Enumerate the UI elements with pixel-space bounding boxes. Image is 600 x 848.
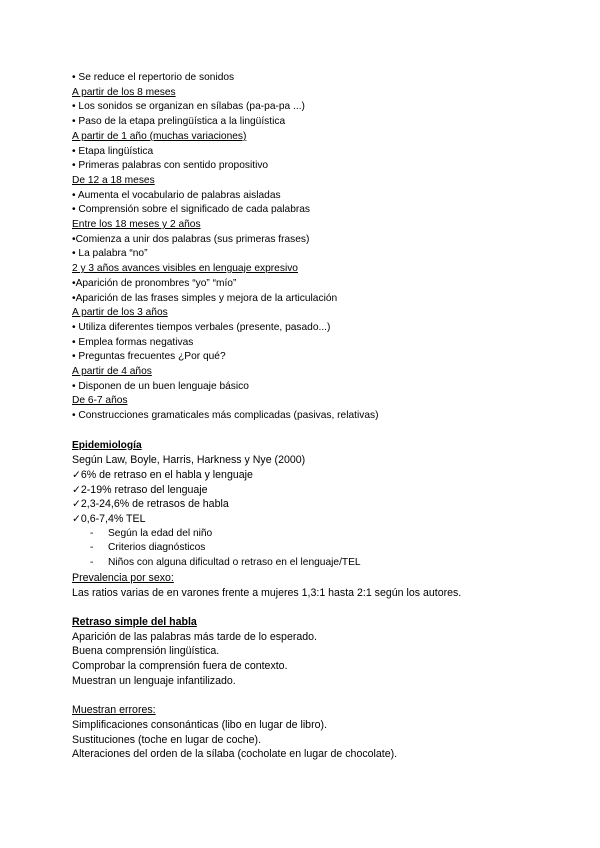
list-item: • Se reduce el repertorio de sonidos: [72, 72, 235, 83]
list-item: •Aparición de las frases simples y mejora de la articulación: [72, 292, 338, 304]
spacer: [72, 424, 572, 439]
stat-text: 2,3-24,6% de retrasos de habla: [80, 498, 229, 511]
stage-heading: A partir de los 8 meses: [72, 86, 176, 98]
list-item: • La palabra “no”: [72, 248, 148, 260]
stat-text: 2-19% retraso del lenguaje: [80, 483, 208, 496]
list-item: • Utiliza diferentes tiempos verbales (presente, pasado...): [72, 321, 331, 333]
factor-text: Niños con alguna dificultad o retraso en el lenguaje/TEL: [108, 557, 361, 569]
development-section: [72, 71, 572, 424]
stat-item: [72, 483, 572, 498]
stage-heading: A partir de 4 años: [72, 366, 152, 378]
checkmark-icon: ✓: [72, 513, 81, 526]
source-citation: Según Law, Boyle, Harris, Harkness y Nye (2000): [72, 454, 306, 467]
stage-heading: 2 y 3 años avances visibles en lenguaje expresivo: [72, 263, 298, 275]
list-item: • Primeras palabras con sentido propositivo: [72, 160, 269, 172]
document-page: [72, 71, 572, 762]
stage-heading: Entre los 18 meses y 2 años: [72, 219, 201, 231]
checkmark-icon: ✓: [72, 483, 81, 496]
dash-bullet: -: [90, 557, 94, 569]
list-item: • Disponen de un buen lenguaje básico: [72, 380, 249, 392]
spacer: [72, 689, 572, 704]
stage-heading: A partir de 1 año (muchas variaciones): [72, 130, 247, 142]
list-item: • Construcciones gramaticales más complicadas (pasivas, relativas): [72, 410, 379, 422]
paragraph-line: Alteraciones del orden de la sílaba (cocholate en lugar de chocolate).: [72, 748, 398, 761]
factor-item: [72, 527, 572, 542]
dash-bullet: -: [90, 542, 94, 554]
list-item: • Paso de la etapa prelingüística a la lingüística: [72, 116, 286, 128]
list-item: •Comienza a unir dos palabras (sus primeras frases): [72, 233, 310, 245]
stage-heading: De 12 a 18 meses: [72, 174, 155, 186]
stage-heading: A partir de los 3 años: [72, 307, 168, 319]
stat-item: [72, 468, 572, 483]
list-item: •Aparición de pronombres “yo” “mío”: [72, 277, 237, 289]
section-title: Retraso simple del habla: [72, 615, 197, 628]
subsection-heading: Muestran errores:: [72, 704, 156, 717]
speech-delay-section: [72, 615, 572, 762]
list-item: • Etapa lingüística: [72, 145, 154, 157]
stat-item: [72, 512, 572, 527]
checkmark-icon: ✓: [72, 498, 81, 511]
paragraph-line: Buena comprensión lingüística.: [72, 645, 220, 658]
factor-text: Según la edad del niño: [108, 527, 213, 539]
list-item: • Preguntas frecuentes ¿Por qué?: [72, 351, 226, 363]
epidemiology-section: [72, 439, 572, 601]
factor-item: [72, 556, 572, 571]
stat-text: 0,6-7,4% TEL: [80, 513, 146, 526]
spacer: [72, 600, 572, 615]
stage-heading: De 6-7 años: [72, 395, 128, 407]
paragraph-line: Sustituciones (toche en lugar de coche).: [72, 733, 262, 746]
subsection-heading: Prevalencia por sexo:: [72, 571, 174, 584]
list-item: • Aumenta el vocabulario de palabras aisladas: [72, 189, 281, 201]
factor-item: [72, 541, 572, 556]
paragraph-line: Aparición de las palabras más tarde de lo esperado.: [72, 630, 317, 643]
factor-text: Criterios diagnósticos: [108, 542, 206, 554]
section-title: Epidemiología: [72, 439, 142, 451]
stat-text: 6% de retraso en el habla y lenguaje: [80, 468, 253, 481]
dash-bullet: -: [90, 527, 94, 539]
paragraph: Las ratios varias de en varones frente a mujeres 1,3:1 hasta 2:1 según los autores.: [72, 586, 462, 599]
paragraph-line: Muestran un lenguaje infantilizado.: [72, 674, 236, 687]
list-item: • Emplea formas negativas: [72, 336, 194, 348]
list-item: • Los sonidos se organizan en sílabas (pa-pa-pa ...): [72, 101, 305, 113]
checkmark-icon: ✓: [72, 468, 81, 481]
stat-item: [72, 497, 572, 512]
list-item: • Comprensión sobre el significado de cada palabras: [72, 204, 311, 216]
paragraph-line: Comprobar la comprensión fuera de contexto.: [72, 660, 288, 673]
paragraph-line: Simplificaciones consonánticas (libo en lugar de libro).: [72, 718, 327, 731]
